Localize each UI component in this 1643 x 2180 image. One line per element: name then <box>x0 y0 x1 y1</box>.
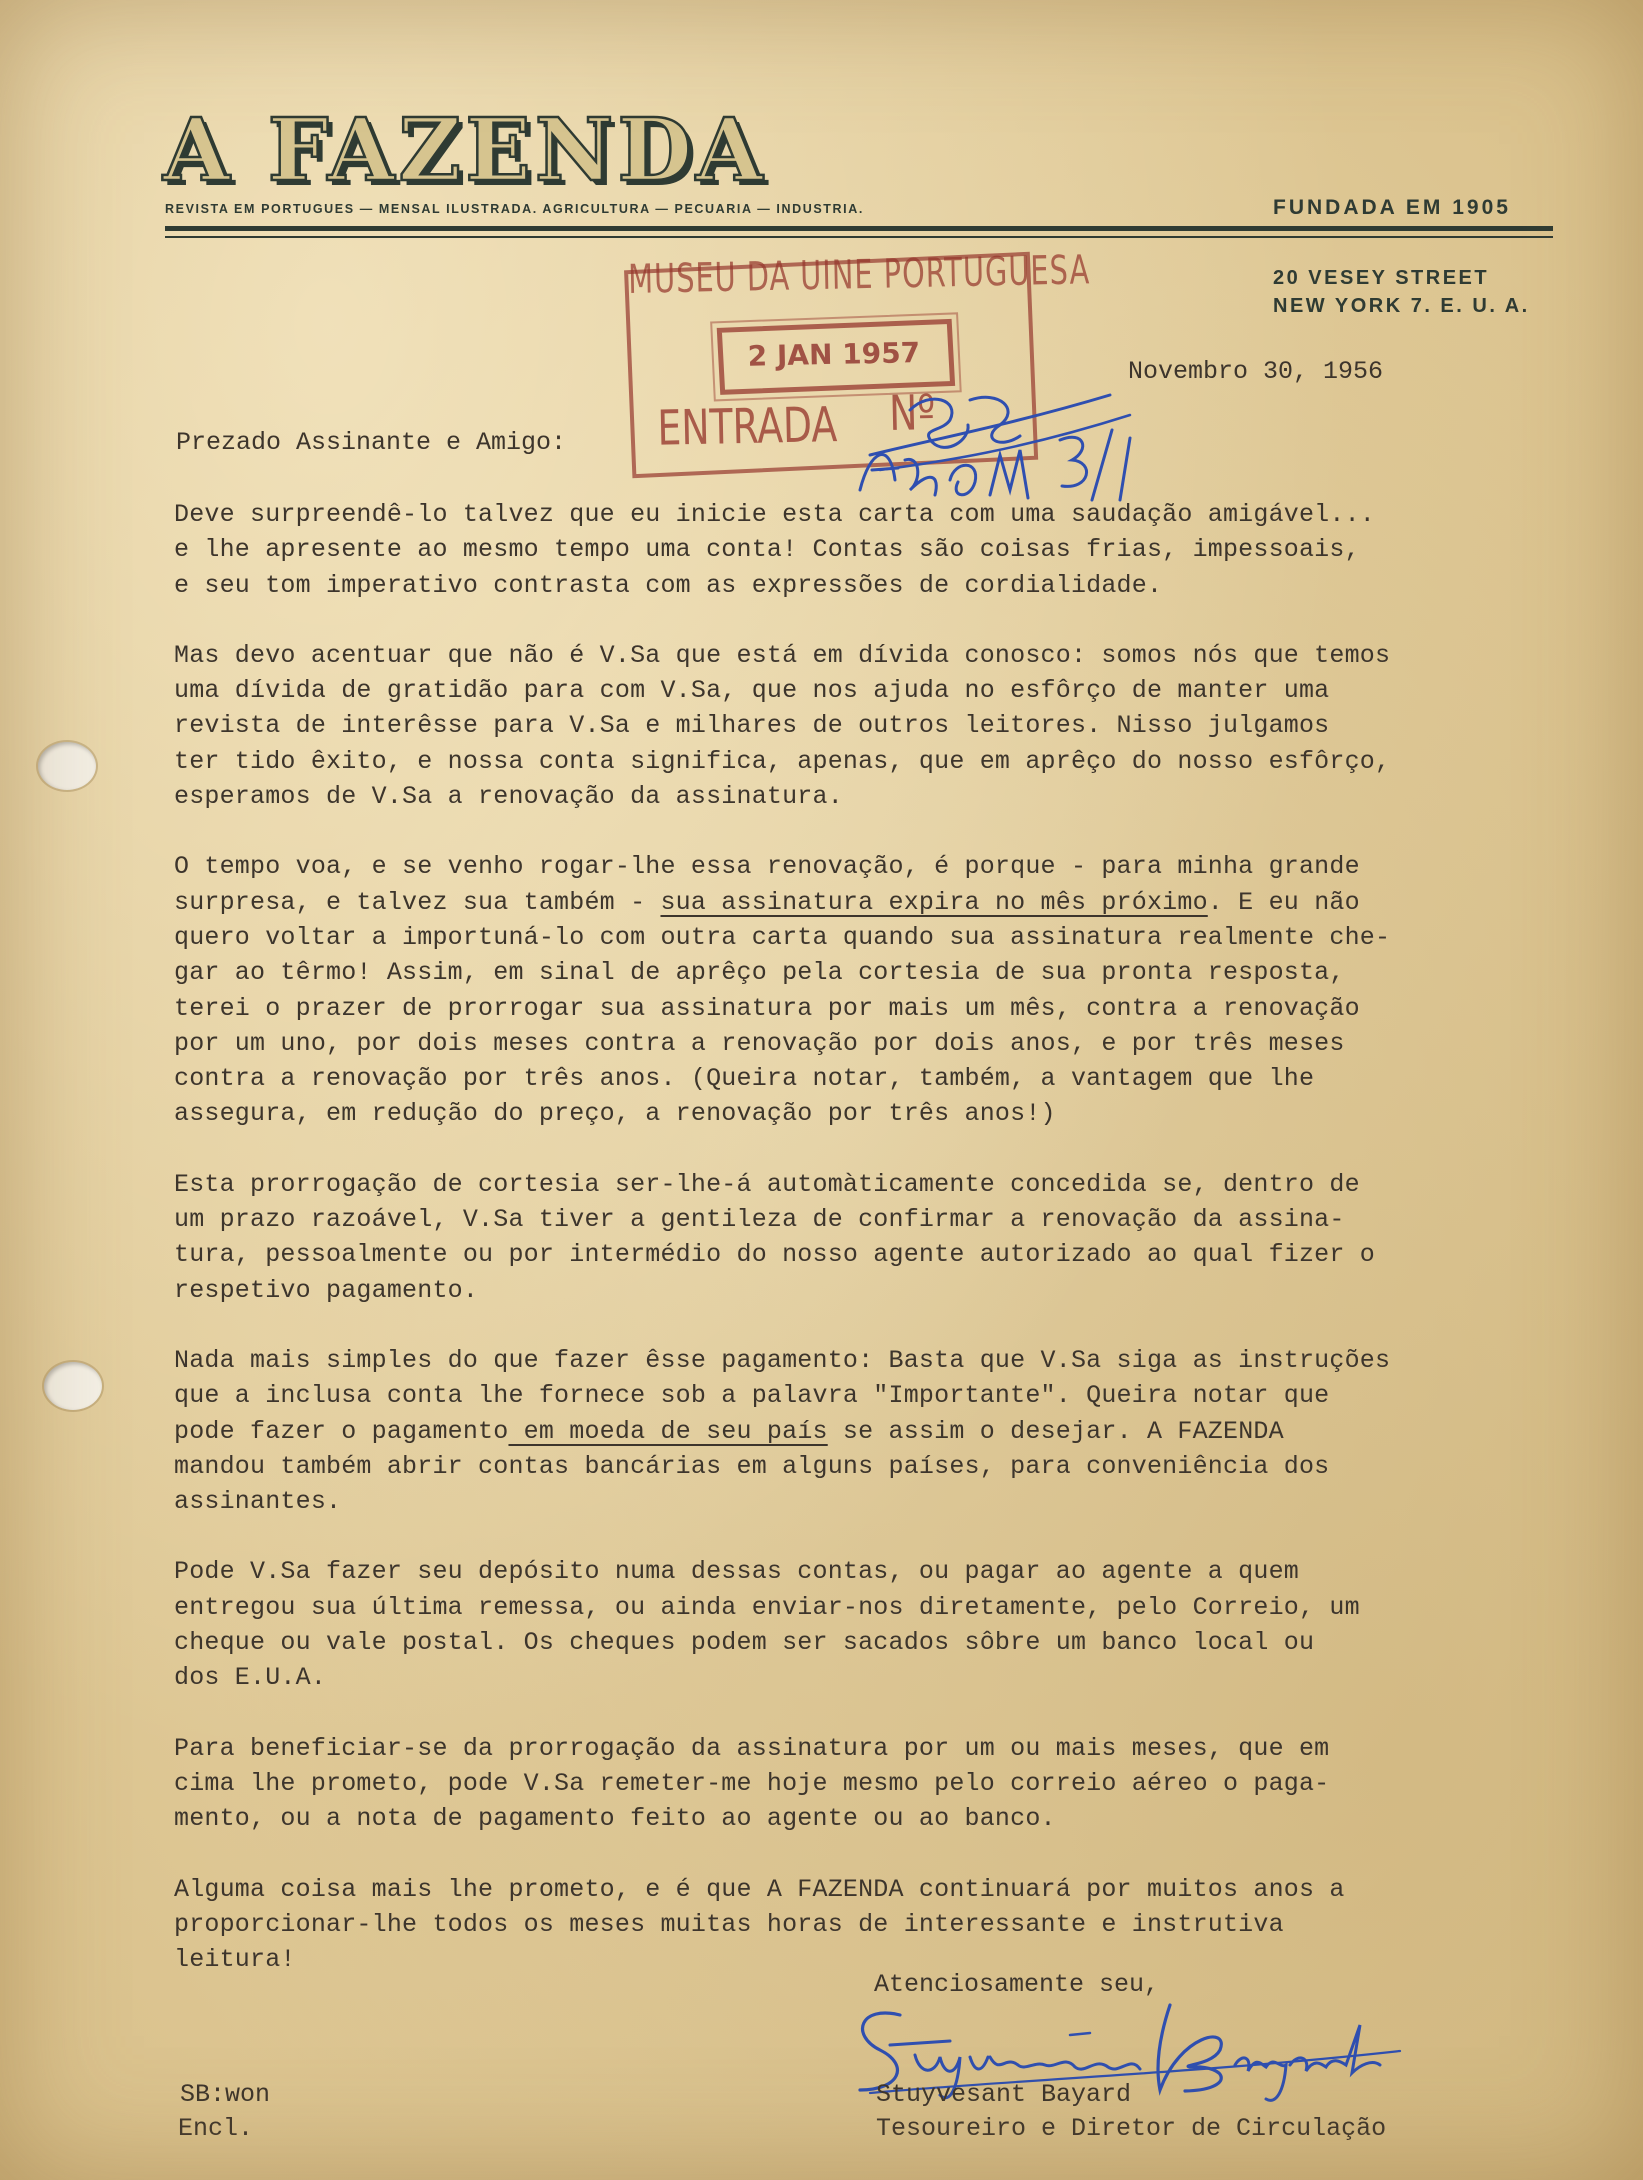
body-line-underlined <box>174 885 1514 920</box>
body-line: contra a renovação por três anos. (Queira notar, também, a vantagem que lhe <box>174 1064 1315 1094</box>
body-line: ter tido êxito, e nossa conta significa, apenas, que em aprêço do nosso esfôrço, <box>174 746 1391 776</box>
body-line: revista de interêsse para V.Sa e milhares de outros leitores. Nisso julgamos <box>174 711 1330 741</box>
body-line: quero voltar a importuná-lo com outra carta quando sua assinatura realmente che- <box>174 922 1391 952</box>
body-line: um prazo razoável, V.Sa tiver a gentileza de confirmar a renovação da assina- <box>174 1205 1345 1235</box>
reference-initials: SB:won <box>180 2080 271 2109</box>
text-segment: se assim o desejar. A FAZENDA <box>827 1416 1284 1446</box>
text-segment: pode fazer o pagamento <box>174 1416 509 1446</box>
body-line: proporcionar-lhe todos os meses muitas horas de interessante e instrutiva <box>174 1909 1284 1939</box>
body-line: Pode V.Sa fazer seu depósito numa dessas contas, ou pagar ao agente a quem <box>174 1557 1299 1587</box>
body-line-underlined <box>174 1414 1514 1449</box>
founded-year: FUNDADA EM 1905 <box>1273 196 1511 219</box>
stamp-number-label: Nº <box>888 384 936 442</box>
address-block <box>1273 264 1530 320</box>
stamp-entrada-label: ENTRADA <box>656 396 838 457</box>
paragraph-6 <box>174 1554 1514 1695</box>
body-line: mandou também abrir contas bancárias em alguns países, para conveniência dos <box>174 1451 1330 1481</box>
body-line: Nada mais simples do que fazer êsse pagamento: Basta que V.Sa siga as instruções <box>174 1345 1391 1375</box>
body-line: e seu tom imperativo contrasta com as expressões de cordialidade. <box>174 570 1163 600</box>
stamp-date: 2 JAN 1957 <box>747 336 921 373</box>
letter-closing: Atenciosamente seu, <box>874 1970 1160 1999</box>
body-line: uma dívida de gratidão para com V.Sa, que nos ajuda no esfôrço de manter uma <box>174 676 1330 706</box>
text-segment: . E eu não <box>1207 887 1360 917</box>
underlined-text: em moeda de seu país <box>508 1416 828 1446</box>
letterhead-rule-thin <box>165 236 1553 238</box>
address-line-street: 20 VESEY STREET <box>1273 267 1490 289</box>
body-line: Mas devo acentuar que não é V.Sa que está em dívida conosco: somos nós que temos <box>174 640 1391 670</box>
letter-body <box>174 497 1514 2012</box>
paragraph-7 <box>174 1731 1514 1837</box>
body-line: Deve surpreendê-lo talvez que eu inicie esta carta com uma saudação amigável... <box>174 500 1375 529</box>
body-line: Para beneficiar-se da prorrogação da assinatura por um ou mais meses, que em <box>174 1733 1330 1763</box>
body-line: Alguma coisa mais lhe prometo, e é que A FAZENDA continuará por muitos anos a <box>174 1874 1345 1904</box>
punch-hole-top <box>38 742 96 790</box>
body-line: O tempo voa, e se venho rogar-lhe essa renovação, é porque - para minha grande <box>174 852 1360 882</box>
body-line: mento, ou a nota de pagamento feito ao agente ou ao banco. <box>174 1804 1056 1834</box>
body-line: Esta prorrogação de cortesia ser-lhe-á automàticamente concedida se, dentro de <box>174 1169 1360 1199</box>
body-line: esperamos de V.Sa a renovação da assinatura. <box>174 782 843 812</box>
enclosure-note: Encl. <box>178 2114 254 2143</box>
body-line: dos E.U.A. <box>174 1663 327 1693</box>
body-line: tura, pessoalmente ou por intermédio do nosso agente autorizado ao qual fizer o <box>174 1240 1375 1270</box>
paragraph-5 <box>174 1343 1514 1519</box>
signer-name: Stuyvesant Bayard <box>876 2080 1132 2109</box>
body-line: assegura, em redução do preço, a renovação por três anos!) <box>174 1099 1056 1129</box>
body-line: e lhe apresente ao mesmo tempo uma conta! Contas são coisas frias, impessoais, <box>174 535 1360 565</box>
text-segment: surpresa, e talvez sua também - <box>174 887 661 917</box>
body-line: assinantes. <box>174 1487 342 1517</box>
paragraph-4 <box>174 1167 1514 1308</box>
paragraph-8 <box>174 1872 1514 1978</box>
masthead-title: A FAZENDA <box>163 100 767 201</box>
address-line-city: NEW YORK 7. E. U. A. <box>1273 295 1530 317</box>
body-line: entregou sua última remessa, ou ainda enviar-nos diretamente, pelo Correio, um <box>174 1592 1360 1622</box>
stamp-museum-name: MUSEU DA UINE PORTUGUESA <box>627 245 1091 303</box>
body-line: leitura! <box>174 1945 296 1975</box>
letter-salutation: Prezado Assinante e Amigo: <box>176 428 567 457</box>
body-line: respetivo pagamento. <box>174 1275 479 1305</box>
body-line: por um uno, por dois meses contra a renovação por dois anos, e por três meses <box>174 1028 1345 1058</box>
paragraph-2 <box>174 638 1514 814</box>
masthead-tagline: REVISTA EM PORTUGUES — MENSAL ILUSTRADA. AGRICULTURA — PECUARIA — INDUSTRIA. <box>165 202 864 216</box>
signer-title: Tesoureiro e Diretor de Circulação <box>876 2114 1387 2143</box>
letterhead-rule-thick <box>165 226 1553 231</box>
body-line: cima lhe prometo, pode V.Sa remeter-me hoje mesmo pelo correio aéreo o paga- <box>174 1768 1330 1798</box>
underlined-text: sua assinatura expira no mês próximo <box>660 887 1208 917</box>
letter-date: Novembro 30, 1956 <box>1128 357 1384 386</box>
punch-hole-bottom <box>44 1362 102 1410</box>
body-line: gar ao têrmo! Assim, em sinal de aprêço pela cortesia de sua pronta resposta, <box>174 958 1345 988</box>
paragraph-3 <box>174 849 1514 1131</box>
paragraph-1 <box>174 497 1514 603</box>
body-line: que a inclusa conta lhe fornece sob a palavra "Importante". Queira notar que <box>174 1381 1330 1411</box>
body-line: cheque ou vale postal. Os cheques podem ser sacados sôbre um banco local ou <box>174 1628 1315 1658</box>
body-line: terei o prazer de prorrogar sua assinatura por mais um mês, contra a renovação <box>174 993 1360 1023</box>
